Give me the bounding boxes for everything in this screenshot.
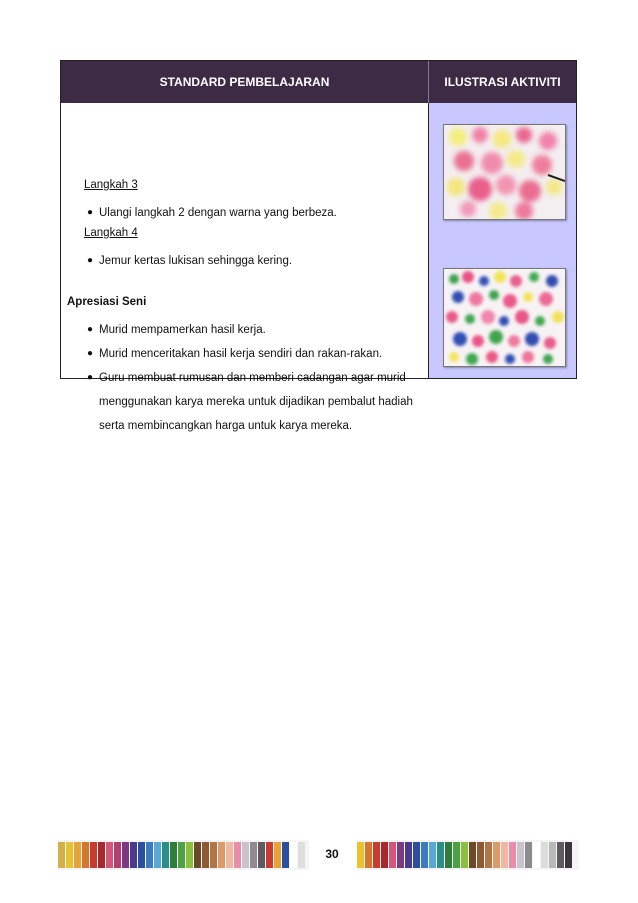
step3-item: Ulangi langkah 2 dengan warna yang berbeza.	[99, 207, 337, 219]
apresiasi-item: Guru membuat rumusan dan memberi cadangan agar murid	[99, 372, 406, 384]
apresiasi-item: Murid mempamerkan hasil kerja.	[99, 324, 266, 336]
apresiasi-item-continued: serta membincangkan harga untuk karya mereka.	[99, 420, 353, 432]
bullet-dot-icon: ●	[87, 348, 94, 359]
apresiasi-heading: Apresiasi Seni	[67, 296, 147, 308]
step4-item: Jemur kertas lukisan sehingga kering.	[99, 255, 293, 267]
learning-standard-column	[61, 103, 429, 432]
header-ilustrasi-aktiviti: ILUSTRASI AKTIVITI	[444, 75, 561, 89]
footer-decorative-pencils-right	[357, 840, 579, 870]
bullet-dot-icon: ●	[87, 255, 94, 266]
lesson-table	[60, 60, 577, 432]
bullet-dot-icon: ●	[87, 372, 94, 383]
header-standard-pembelajaran: STANDARD PEMBELAJARAN	[61, 61, 429, 103]
illustration-column	[429, 103, 576, 378]
apresiasi-item: Murid menceritakan hasil kerja sendiri dan rakan-rakan.	[99, 348, 383, 360]
step3-heading: Langkah 3	[84, 179, 138, 191]
bullet-dot-icon: ●	[87, 207, 94, 218]
table-header	[61, 61, 576, 103]
step4-heading: Langkah 4	[84, 227, 138, 239]
apresiasi-item-continued: menggunakan karya mereka untuk dijadikan pembalut hadiah	[99, 396, 413, 408]
illustration-photo-painting-2	[443, 268, 566, 367]
illustration-photo-painting-1	[443, 124, 566, 220]
footer-decorative-pencils-left	[58, 840, 310, 870]
page-number: 30	[309, 840, 355, 868]
bullet-dot-icon: ●	[87, 324, 94, 335]
